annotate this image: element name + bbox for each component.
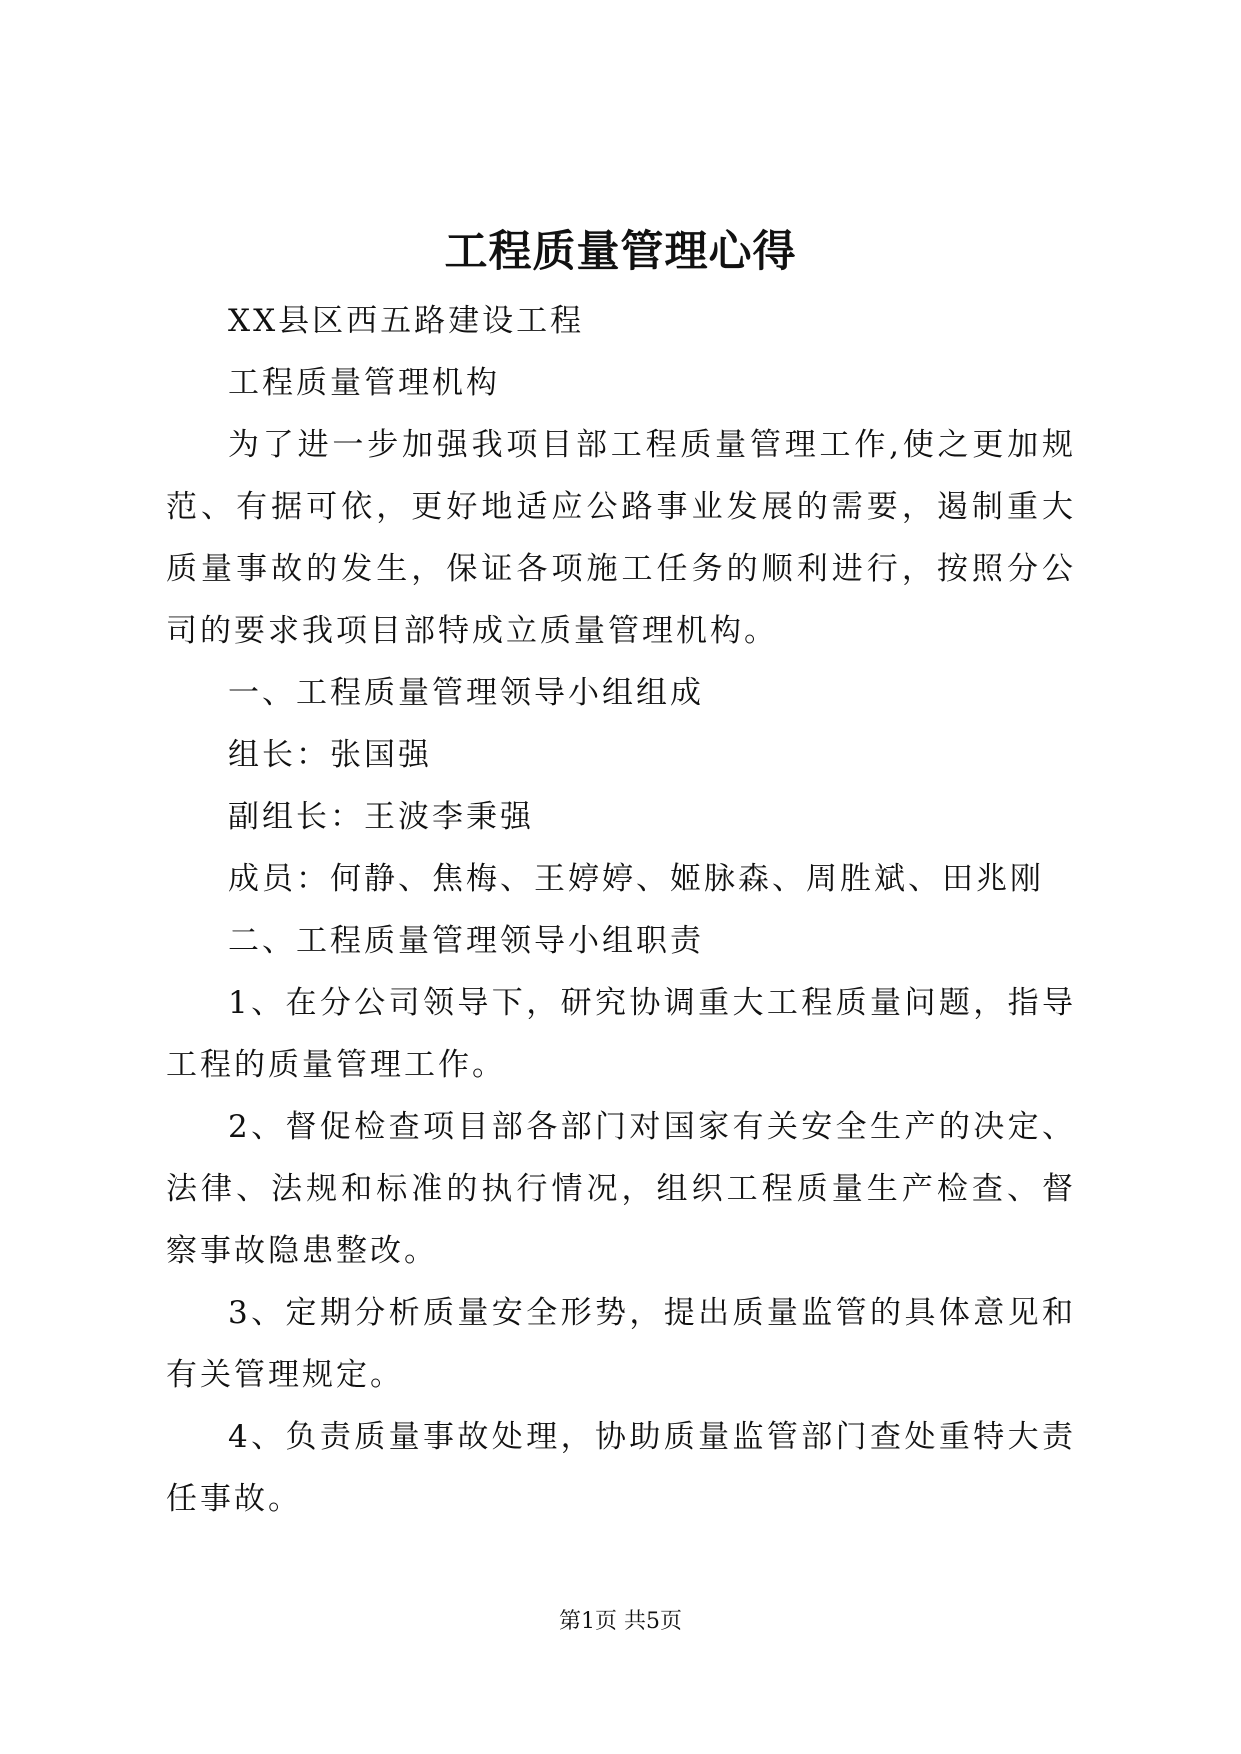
paragraph-intro: 为了进一步加强我项目部工程质量管理工作,使之更加规范、有据可依，更好地适应公路事业发展的需要，遏制重大质量事故的发生，保证各项施工任务的顺利进行，按照分公司的要求我项目部特成立质量管理机构。 — [166, 427, 1076, 649]
paragraph-leader: 组长：张国强 — [228, 737, 432, 773]
section-heading-2: 二、工程质量管理领导小组职责 — [228, 923, 704, 959]
paragraph-members: 成员：何静、焦梅、王婷婷、姬脉森、周胜斌、田兆刚 — [228, 861, 1044, 897]
document-body — [166, 290, 1076, 1530]
duty-item-1: 1、在分公司领导下，研究协调重大工程质量问题，指导工程的质量管理工作。 — [166, 985, 1076, 1083]
duty-item-4: 4、负责质量事故处理，协助质量监管部门查处重特大责任事故。 — [166, 1419, 1076, 1517]
duty-item-3: 3、定期分析质量安全形势，提出质量监管的具体意见和有关管理规定。 — [166, 1295, 1076, 1393]
paragraph-project-name: XX县区西五路建设工程 — [228, 303, 585, 339]
section-heading-1: 一、工程质量管理领导小组组成 — [228, 675, 704, 711]
document-title: 工程质量管理心得 — [444, 227, 797, 277]
paragraph-deputy-leader: 副组长：王波李秉强 — [228, 799, 534, 835]
paragraph-organization: 工程质量管理机构 — [228, 365, 500, 401]
page-number: 第1页 共5页 — [559, 1609, 682, 1634]
duty-item-2: 2、督促检查项目部各部门对国家有关安全生产的决定、法律、法规和标准的执行情况，组织工程质量生产检查、督察事故隐患整改。 — [166, 1109, 1076, 1269]
